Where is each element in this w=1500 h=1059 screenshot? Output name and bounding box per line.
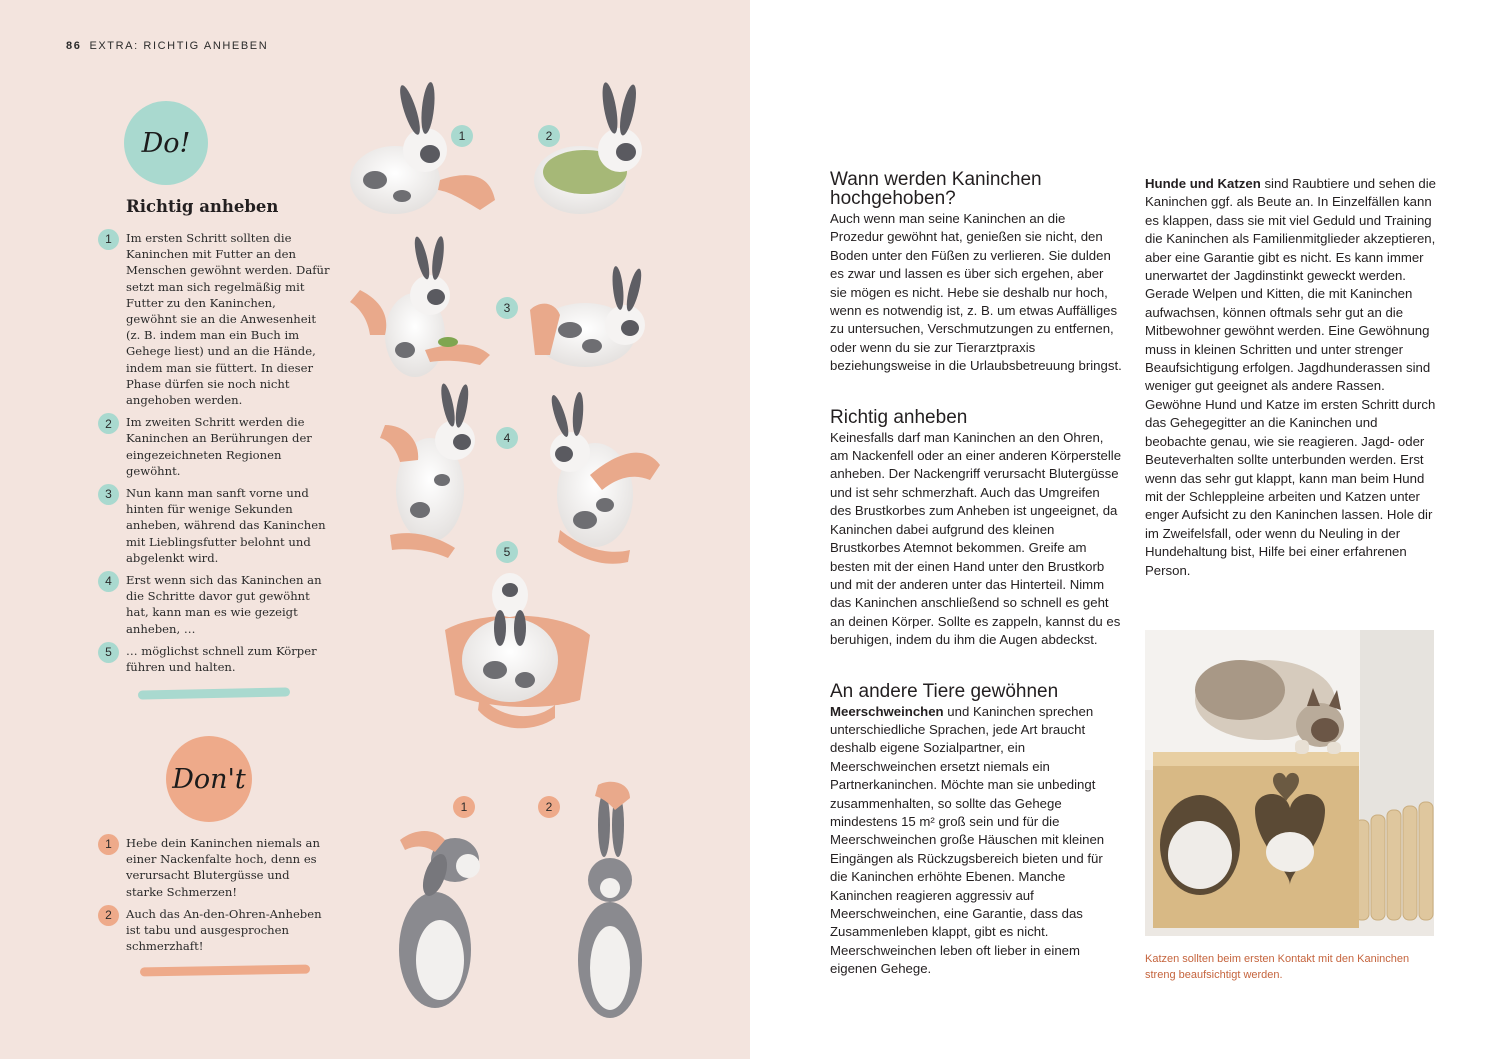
cat-and-rabbits-photo	[1145, 630, 1434, 936]
rabbit-illustration-svg	[330, 80, 750, 1059]
section-body: Keinesfalls darf man Kaninchen an den Ohren, am Nackenfell oder an einer anderen Körperstelle anheben. Der Nackengriff verursacht Blutergüsse und ist sehr schmerzhaft. Auch das Umgreifen des Brustkorbes zum Anheben ist ungeeignet, da Kaninchen dabei aufgrund des kleinen Brustkorbes Atemnot bekommen. Greife am besten mit der einen Hand unter den Brustkorb und mit der anderen unter das Hinterteil. Nimm das Kaninchen anschließend so schnell es geht an deinen Körper. Sollte es zappeln, kannst du es beruhigen, indem du ihm die Augen abdeckst.	[830, 429, 1122, 648]
illustration-marker: 1	[451, 125, 473, 147]
step-text: Im ersten Schritt sollten die Kaninchen mit Futter an den Menschen gewöhnt werden. Dafür setzt man sich regelmäßig mit Futter zu den Kaninchen, gewöhnt sie an die Anwesenheit (z. B. indem man ein Buch im Gehege liest) und an die Hände, indem man sie füttert. In dieser Phase dürfen sie noch nicht angehoben werden.	[126, 231, 330, 408]
illustration-marker: 2	[538, 125, 560, 147]
paragraph-dogs-cats	[1145, 175, 1440, 396]
right-page	[750, 0, 1500, 1059]
do-step	[98, 230, 330, 408]
illustration-marker: 1	[453, 796, 475, 818]
page-number: 86	[66, 40, 82, 52]
illustration-marker: 2	[538, 796, 560, 818]
dont-step	[98, 835, 330, 900]
step-number: 2	[98, 905, 119, 926]
running-head-title: EXTRA: RICHTIG ANHEBEN	[89, 40, 269, 52]
do-badge-label: Do!	[141, 127, 191, 159]
step-number: 1	[98, 834, 119, 855]
do-steps-list	[98, 230, 330, 681]
section-heading: An andere Tiere gewöhnen	[830, 680, 1059, 702]
illustration-marker: 4	[496, 427, 518, 449]
dont-badge-label: Don't	[172, 763, 246, 795]
rabbit-dont-2	[578, 782, 642, 1018]
photo-placeholder	[1145, 630, 1434, 936]
text-column-1	[830, 170, 1122, 1011]
text-column-2	[1145, 175, 1440, 580]
do-badge	[124, 101, 208, 185]
rabbit-step-3-right	[530, 266, 645, 367]
step-number: 2	[98, 413, 119, 434]
rabbit-dont-1	[399, 831, 480, 1008]
illustration-marker: 5	[496, 541, 518, 563]
rabbit-step-1-left	[350, 82, 495, 214]
rabbit-step-4-right	[548, 392, 660, 564]
do-step	[98, 414, 330, 479]
section-body-text: und Kaninchen sprechen unterschiedliche Sprachen, jede Art braucht deshalb eigene Sozialpartner, ein Meerschweinchen ersetzt niemals ein Partnerkaninchen. Möchte man sie unbedingt zusammenhalten, so sollte das Gehege mindestens 15 m² groß sein und für die Meerschweinchen große Häuschen mit kleinen Eingängen als Rückzugsbereich bieten und für die Kaninchen erhöhte Ebenen. Manche Kaninchen reagieren aggressiv auf Meerschweinchen, eine Garantie, dass das Zusammenleben klappt, gibt es nicht. Meerschweinchen leben oft lieber in einem eigenen Gehege.	[830, 703, 1105, 977]
do-step	[98, 572, 330, 637]
lead-term: Hunde und Katzen	[1145, 176, 1261, 191]
step-text: Erst wenn sich das Kaninchen an die Schritte davor gut gewöhnt hat, kann man es wie gezeigt anheben, …	[126, 573, 322, 636]
step-text: Hebe dein Kaninchen niemals an einer Nackenfalte hoch, denn es verursacht Blutergüsse und starke Schmerzen!	[126, 836, 320, 899]
photo-caption: Katzen sollten beim ersten Kontakt mit den Kaninchen streng beaufsichtigt werden.	[1145, 953, 1410, 981]
rabbit-step-3-left	[350, 235, 490, 377]
rabbit-step-5	[445, 573, 590, 728]
section-heading: Richtig anheben	[830, 406, 968, 428]
step-text: … möglichst schnell zum Körper führen und halten.	[126, 643, 317, 675]
step-number: 1	[98, 229, 119, 250]
rabbit-step-4-left	[380, 382, 475, 558]
step-number: 3	[98, 484, 119, 505]
step-text: Im zweiten Schritt werden die Kaninchen an Berührungen der eingezeichneten Regionen gewöhnt.	[126, 415, 312, 478]
dont-badge	[166, 736, 252, 822]
do-step	[98, 485, 330, 566]
step-text: Nun kann man sanft vorne und hinten für wenige Sekunden anheben, während das Kaninchen mit Lieblingsfutter belohnt und abgelenkt wird.	[126, 486, 326, 565]
section-body	[830, 703, 1122, 979]
dont-steps-list	[98, 835, 330, 960]
section-body: Auch wenn man seine Kaninchen an die Prozedur gewöhnt hat, genießen sie nicht, den Boden unter den Füßen zu verlieren. Sie dulden es zwar und lassen es über sich ergehen, aber sie mögen es nicht. Hebe sie deshalb nur hoch, wenn es notwendig ist, z. B. um etwas Auffälliges zu untersuchen, Verschmutzungen zu entfernen, oder wenn du sie zur Tierarztpraxis beziehungsweise in die Urlaubsbetreuung bringst.	[830, 211, 1122, 374]
running-head	[66, 40, 268, 52]
paragraph-habituation: Gewöhne Hund und Katze im ersten Schritt durch das Gehegegitter an die Kaninchen und beobachte genau, wie sie reagieren. Jagd- oder Beuteverhalten sollte unterbunden werden. Erst wenn das sehr gut klappt, kann man beim Hund mit der Schleppleine arbeiten und Katzen unter enger Aufsicht zu den Kaninchen lassen. Hole dir im Zweifelsfall, oder wenn du Neuling in der Hundehaltung bist, Hilfe bei einer erfahrenen Person.	[1145, 396, 1436, 578]
rabbit-step-2-right	[534, 81, 642, 214]
step-number: 4	[98, 571, 119, 592]
do-step	[98, 643, 330, 675]
brush-stroke-divider	[140, 965, 310, 977]
dont-step	[98, 906, 330, 955]
section-lift-correctly	[830, 408, 1122, 650]
section-other-animals	[830, 682, 1122, 979]
paragraph-text: sind Raubtiere und sehen die Kaninchen ggf. als Beute an. In Einzelfällen kann es klappen, dass sie mit viel Geduld und Training die Kaninchen als Familienmitglieder akzeptieren, aber eine Garantie gibt es nicht. Es kann immer unerwartet der Jagdinstinkt geweckt werden. Gerade Welpen und Kitten, die mit Kaninchen aufwachsen, können oftmals sehr gut an die Mitbewohner gewöhnt werden. Eine Gewöhnung muss in kleinen Schritten und unter strenger Beaufsichtigung erfolgen. Jagdhunderassen sind weniger gut geeignet als andere Rassen.	[1145, 176, 1436, 394]
section-when-lifted	[830, 170, 1122, 376]
step-text: Auch das An-den-Ohren-Anheben ist tabu und ausgesprochen schmerzhaft!	[126, 906, 322, 954]
do-section-title: Richtig anheben	[126, 197, 279, 216]
lifting-illustrations	[330, 80, 750, 1059]
section-heading: Wann werden Kaninchen hochgehoben?	[830, 169, 1042, 209]
lead-term: Meerschweinchen	[830, 703, 944, 719]
brush-stroke-divider	[138, 687, 290, 699]
step-number: 5	[98, 642, 119, 663]
illustration-marker: 3	[496, 297, 518, 319]
